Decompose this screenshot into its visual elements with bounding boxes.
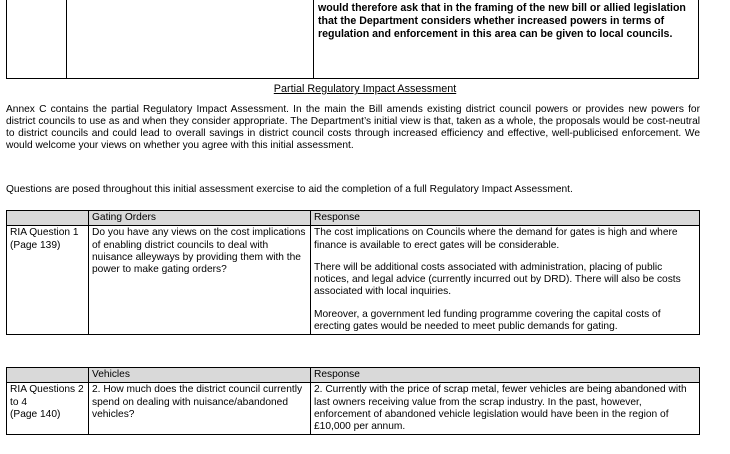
- response-cell: [311, 226, 700, 335]
- section-heading: Partial Regulatory Impact Assessment: [273, 83, 457, 95]
- column-header-response: Response: [311, 368, 700, 383]
- vehicles-table: [6, 367, 700, 435]
- question-text: Do you have any views on the cost implications of enabling district councils to deal with nuisance alleyways by providing them with the power to make gating orders?: [89, 226, 311, 335]
- comment-text: would therefore ask that in the framing of the new bill or allied legislation that the Department considers whether increased powers in terms of regulation and enforcement in this area can be given to local councils.: [314, 0, 699, 79]
- column-header-topic: Vehicles: [89, 368, 311, 383]
- ria-intro-paragraph: Annex C contains the partial Regulatory Impact Assessment. In the main the Bill amends existing district council powers or provides new powers for district councils to use as and when they consider appropriate. The Department’s initial view is that, taken as a whole, the proposals would be cost-neutral to district councils and could lead to overall savings in district council costs through increased efficiency and effective, well-publicised enforcement. We would welcome your views on whether you agree with this initial assessment.: [6, 104, 700, 151]
- column-header-topic: Gating Orders: [89, 211, 311, 226]
- gating-orders-table: [6, 210, 700, 335]
- table-cell: [67, 0, 314, 79]
- table-row: [7, 383, 700, 435]
- response-text: 2. Currently with the price of scrap metal, fewer vehicles are being abandoned with last owners receiving value from the scrap industry. In the past, however, enforcement of abandoned vehicle legislation would have been in the region of £10,000 per annum.: [311, 383, 700, 435]
- question-label-cell: [7, 226, 89, 335]
- table-cell: [7, 368, 89, 383]
- top-comment-table: [6, 0, 699, 79]
- table-cell: [7, 211, 89, 226]
- table-row: [7, 0, 699, 79]
- response-paragraph: The cost implications on Councils where the demand for gates is high and where finance is available to erect gates will be considerable.: [314, 227, 678, 251]
- question-label: RIA Questions 2 to 4: [10, 384, 84, 408]
- table-header-row: [7, 211, 700, 226]
- question-label-cell: [7, 383, 89, 435]
- table-header-row: [7, 368, 700, 383]
- table-cell: [7, 0, 67, 79]
- page-reference: (Page 140): [10, 408, 61, 420]
- page-reference: (Page 139): [10, 239, 61, 251]
- ria-questions-paragraph: Questions are posed throughout this initial assessment exercise to aid the completion of a full Regulatory Impact Assessment.: [6, 184, 573, 195]
- response-paragraph: There will be additional costs associated with administration, placing of public notices, and legal advice (currently incurred out by DRD). There will also be costs associated with local inquiries.: [314, 261, 681, 298]
- response-paragraph: Moreover, a government led funding programme covering the capital costs of erecting gates would be needed to meet public demands for gating.: [314, 308, 661, 333]
- table-row: [7, 226, 700, 335]
- column-header-response: Response: [311, 211, 700, 226]
- question-text: 2. How much does the district council currently spend on dealing with nuisance/abandoned vehicles?: [89, 383, 311, 435]
- question-label: RIA Question 1: [10, 227, 79, 239]
